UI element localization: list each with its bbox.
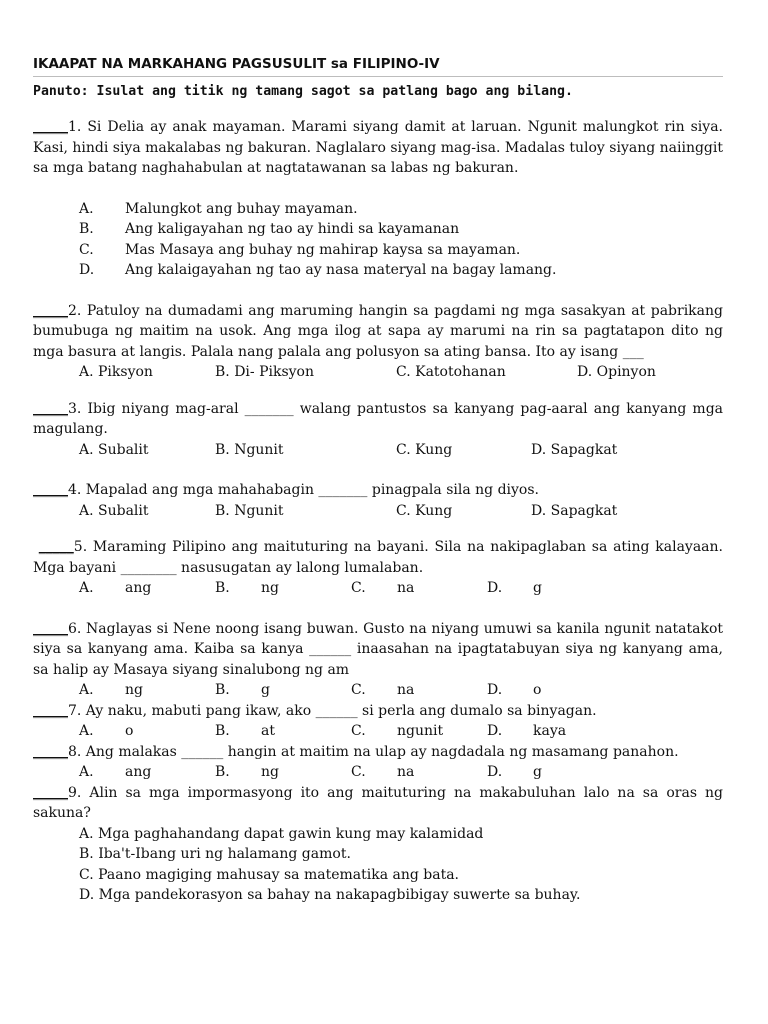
option-item: C. Mas Masaya ang buhay ng mahirap kaysa sa mayaman.	[79, 241, 521, 258]
options	[79, 824, 723, 906]
option-item: C. Kung	[396, 502, 453, 519]
option-item: B. Ngunit	[215, 502, 284, 519]
option-item: D. Opinyon	[577, 364, 656, 380]
option-item: B. ng	[215, 764, 279, 780]
option-item: B. Ang kaligayahan ng tao ay hindi sa kayamanan	[79, 221, 460, 237]
option-item: A. Piksyon	[79, 364, 153, 380]
answer-blank: _____	[33, 400, 68, 417]
answer-blank: _____	[33, 743, 68, 760]
options	[79, 199, 723, 281]
exam-page	[33, 56, 723, 906]
option-item: D. o	[487, 682, 542, 698]
option-item: A. Subalit	[79, 502, 149, 519]
option-item: D. g	[487, 764, 542, 780]
question-8	[33, 742, 723, 783]
option-item: C. ngunit	[351, 723, 444, 739]
question-text: _____2. Patuloy na dumadami ang maruming hangin sa pagdami ng mga sasakyan at pabrikang bumubuga ng maitim na usok. Ang mga ilog at sapa ay marumi na rin sa pagtatapon dito ng mga basura at langis. Palala nang palala ang polusyon sa ating bansa. Ito ay isang ___	[33, 302, 723, 360]
answer-blank: _____	[33, 119, 68, 135]
options	[79, 362, 723, 383]
options	[79, 440, 723, 461]
question-2	[33, 301, 723, 383]
answer-blank: _____	[33, 702, 68, 719]
question-text: _____6. Naglayas si Nene noong isang buwan. Gusto na niyang umuwi sa kanila ngunit natatakot siya sa kanyang ama. Kaiba sa kanya ______ inaasahan na ipagtatabuyan siya ng kanyang ama, sa halip ay Masaya siyang sinalubong ng am	[33, 620, 723, 678]
question-9	[33, 783, 723, 906]
question-1	[33, 117, 723, 281]
instructions: Panuto: Isulat ang titik ng tamang sagot sa patlang bago ang bilang.	[33, 84, 573, 99]
answer-blank: _____	[33, 620, 68, 637]
question-3	[33, 399, 723, 461]
option-item: B. ng	[215, 580, 279, 596]
option-item: C. na	[351, 764, 415, 780]
option-item: A. ng	[79, 682, 143, 698]
question-6	[33, 619, 723, 701]
option-item: A. ang	[79, 580, 152, 596]
options	[79, 501, 723, 522]
question-text: _____8. Ang malakas ______ hangin at maitim na ulap ay nagdadala ng masamang panahon.	[33, 743, 679, 760]
options	[79, 762, 723, 783]
option-item: B. at	[215, 723, 275, 739]
option-item: A. o	[79, 723, 134, 739]
question-5	[33, 537, 723, 599]
option-item: D. Mga pandekorasyon sa bahay na nakapagbibigay suwerte sa buhay.	[79, 887, 581, 903]
options	[79, 578, 723, 599]
answer-blank: _____	[33, 482, 68, 498]
answer-blank: _____	[38, 539, 74, 555]
option-item: D. kaya	[487, 723, 567, 739]
option-item: C. Paano magiging mahusay sa matematika ang bata.	[79, 866, 459, 883]
question-text: _____3. Ibig niyang mag-aral _______ walang pantustos sa kanyang pag-aaral ang kanyang mga magulang.	[33, 400, 723, 437]
question-text: _____7. Ay naku, mabuti pang ikaw, ako ______ si perla ang dumalo sa binyagan.	[33, 702, 597, 719]
answer-blank: _____	[33, 302, 68, 319]
option-item: A. Malungkot ang buhay mayaman.	[79, 200, 358, 217]
option-item: A. Subalit	[79, 441, 149, 458]
option-item: C. na	[351, 580, 415, 596]
option-item: C. na	[351, 682, 415, 698]
question-4	[33, 480, 723, 521]
question-text: _____9. Alin sa mga impormasyong ito ang maituturing na makabuluhan lalo na sa oras ng sakuna?	[33, 784, 723, 821]
option-item: D. Ang kalaigayahan ng tao ay nasa materyal na bagay lamang.	[79, 262, 557, 278]
option-item: B. Di- Piksyon	[215, 364, 314, 380]
options	[79, 680, 723, 701]
option-item: C. Katotohanan	[396, 364, 506, 380]
option-item: B. Iba't-Ibang uri ng halamang gamot.	[79, 846, 351, 862]
option-item: A. Mga paghahandang dapat gawin kung may kalamidad	[79, 825, 484, 842]
option-item: D. g	[487, 580, 542, 596]
exam-title: IKAAPAT NA MARKAHANG PAGSUSULIT sa FILIPINO-IV	[33, 56, 440, 72]
question-text: _____1. Si Delia ay anak mayaman. Marami siyang damit at laruan. Ngunit malungkot rin siya. Kasi, hindi siya makalabas ng bakuran. Naglalaro siyang mag-isa. Madalas tuloy siyang naiinggit sa mga batang naghahabulan at nagtatawanan sa labas ng bakuran.	[33, 119, 723, 176]
question-text: _____4. Mapalad ang mga mahahabagin _______ pinagpala sila ng diyos.	[33, 482, 539, 498]
option-item: D. Sapagkat	[531, 502, 618, 519]
option-item: C. Kung	[396, 441, 453, 458]
answer-blank: _____	[33, 784, 68, 801]
question-7	[33, 701, 723, 742]
options	[79, 721, 723, 742]
question-text: _____5. Maraming Pilipino ang maituturing na bayani. Sila na nakipaglaban sa ating kalayaan. Mga bayani ________ nasusugatan ay lalong lumalaban.	[33, 539, 723, 576]
option-item: B. Ngunit	[215, 441, 284, 458]
option-item: B. g	[215, 682, 270, 698]
option-item: D. Sapagkat	[531, 441, 618, 458]
option-item: A. ang	[79, 764, 152, 780]
title-divider	[33, 76, 723, 77]
